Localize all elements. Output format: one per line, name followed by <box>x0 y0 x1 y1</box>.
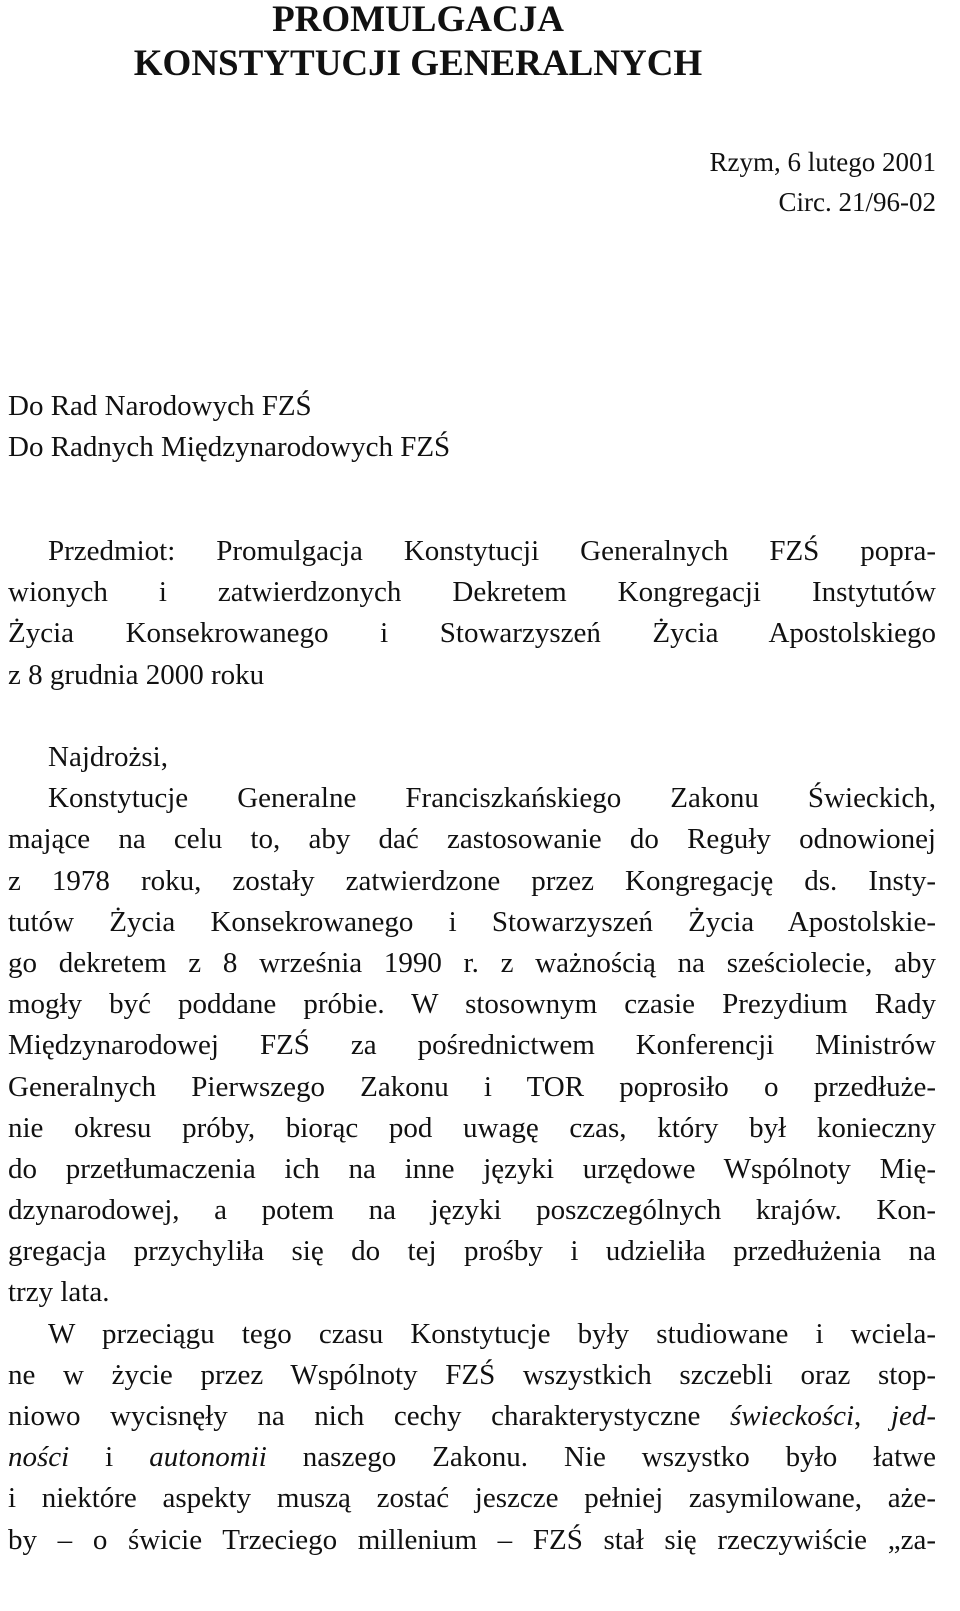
emphasis-term: ności <box>8 1441 70 1474</box>
body-line: dzynarodowej, a potem na języki poszczególnych krajów. Kon- <box>8 1194 936 1227</box>
body-line: nie okresu próby, biorąc pod uwagę czas, który był konieczny <box>8 1111 936 1144</box>
body-line: z 1978 roku, zostały zatwierdzone przez Kongregację ds. Insty- <box>8 864 936 897</box>
body-line: mające na celu to, aby dać zastosowanie do Reguły odnowionej <box>8 823 936 856</box>
subject-line: Życia Konsekrowanego i Stowarzyszeń Życia Apostolskiego <box>8 617 936 650</box>
body-line <box>8 1396 936 1437</box>
place-date: Rzym, 6 lutego 2001 <box>709 147 936 177</box>
body-line: tutów Życia Konsekrowanego i Stowarzyszeń Życia Apostolskie- <box>8 905 936 938</box>
body-text-run: naszego Zakonu. Nie wszystko było łatwe <box>266 1441 936 1474</box>
emphasis-term: świeckości <box>730 1400 855 1432</box>
body-line: ne w życie przez Wspólnoty FZŚ wszystkich szczebli oraz stop- <box>8 1358 936 1391</box>
body-line: do przetłumaczenia ich na inne języki urzędowe Wspólnoty Mię- <box>8 1152 936 1185</box>
paragraph-1 <box>8 778 936 1313</box>
body-line: by – o świcie Trzeciego millenium – FZŚ stał się rzeczywiście „za- <box>8 1523 936 1556</box>
title-line-1: PROMULGACJA <box>272 0 564 40</box>
subject-line: z 8 grudnia 2000 roku <box>8 658 265 691</box>
document-page <box>8 0 952 1611</box>
greeting: Najdrożsi, <box>48 741 168 773</box>
title-line-2: KONSTYTUCJI GENERALNYCH <box>133 43 703 84</box>
body-line: go dekretem z 8 września 1990 r. z ważnością na sześciolecie, aby <box>8 946 936 979</box>
body-line: gregacja przychyliła się do tej prośby i udzieliła przedłużenia na <box>8 1235 936 1268</box>
emphasis-term: autonomii <box>149 1441 267 1474</box>
document-title <box>8 0 828 86</box>
addressee-block <box>8 386 450 468</box>
circular-reference: Circ. 21/96-02 <box>778 187 936 217</box>
body-line: i niektóre aspekty muszą zostać jeszcze pełniej zasymilowane, aże- <box>8 1482 936 1515</box>
body-text-run: i <box>69 1441 150 1474</box>
body-line: Międzynarodowej FZŚ za pośrednictwem Konferencji Ministrów <box>8 1029 936 1062</box>
addressee-line: Do Radnych Międzynarodowych FZŚ <box>8 431 451 463</box>
subject-block <box>8 531 936 696</box>
subject-line: Przedmiot: Promulgacja Konstytucji Generalnych FZŚ popra- <box>48 535 936 567</box>
body-text-run: , <box>854 1400 891 1432</box>
paragraph-2 <box>8 1314 936 1561</box>
body-line <box>8 1437 936 1478</box>
body-line: trzy lata. <box>8 1276 110 1309</box>
body-line: W przeciągu tego czasu Konstytucje były studiowane i wciela- <box>48 1317 936 1350</box>
subject-line: wionych i zatwierdzonych Dekretem Kongregacji Instytutów <box>8 576 936 609</box>
letter-meta <box>710 142 936 222</box>
body-line: mogły być poddane próbie. W stosownym czasie Prezydium Rady <box>8 988 936 1021</box>
body-line: Konstytucje Generalne Franciszkańskiego Zakonu Świeckich, <box>48 782 936 815</box>
letter-body <box>8 737 936 1561</box>
emphasis-term: jed- <box>890 1400 936 1432</box>
body-text-run: niowo wycisnęły na nich cechy charakterystyczne <box>8 1400 731 1432</box>
body-line: Generalnych Pierwszego Zakonu i TOR poprosiło o przedłuże- <box>8 1070 936 1103</box>
addressee-line: Do Rad Narodowych FZŚ <box>8 390 312 422</box>
